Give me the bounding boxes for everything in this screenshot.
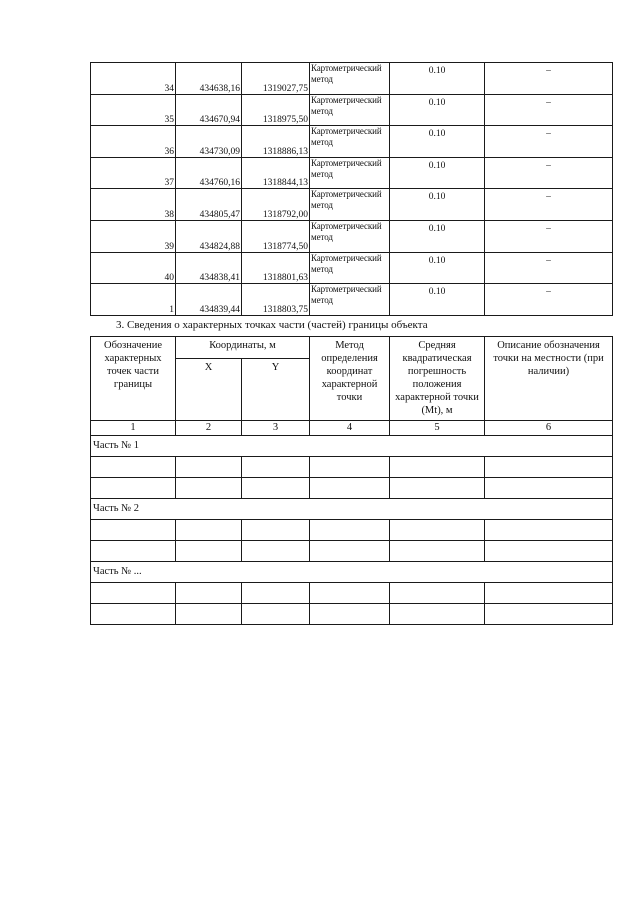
table-row xyxy=(91,478,613,499)
header-description: Описание обозначения точки на местности (при наличии) xyxy=(485,337,613,421)
description-cell: – xyxy=(485,63,613,95)
precision-cell: 0.10 xyxy=(390,220,485,252)
column-number: 3 xyxy=(242,421,310,436)
point-number-cell: 35 xyxy=(91,94,176,126)
y-coordinate-cell: 1318803,75 xyxy=(242,284,310,316)
point-number-cell: 37 xyxy=(91,157,176,189)
point-number-cell: 1 xyxy=(91,284,176,316)
point-number-cell: 34 xyxy=(91,63,176,95)
column-number: 2 xyxy=(176,421,242,436)
point-number-cell: 39 xyxy=(91,220,176,252)
y-coordinate-cell: 1318801,63 xyxy=(242,252,310,284)
point-number-cell: 36 xyxy=(91,126,176,158)
x-coordinate-cell: 434805,47 xyxy=(176,189,242,221)
point-number-cell: 38 xyxy=(91,189,176,221)
parts-table xyxy=(90,336,613,625)
description-cell: – xyxy=(485,220,613,252)
method-cell: Картометрический метод xyxy=(310,94,390,126)
y-coordinate-cell: 1318792,00 xyxy=(242,189,310,221)
part-label: Часть № 2 xyxy=(91,499,613,520)
table-row xyxy=(91,94,613,126)
description-cell: – xyxy=(485,252,613,284)
precision-cell: 0.10 xyxy=(390,63,485,95)
precision-cell: 0.10 xyxy=(390,94,485,126)
table-row xyxy=(91,604,613,625)
header-precision: Средняя квадратическая погрешность положения характерной точки (Mt), м xyxy=(390,337,485,421)
x-coordinate-cell: 434638,16 xyxy=(176,63,242,95)
column-number: 5 xyxy=(390,421,485,436)
column-number: 1 xyxy=(91,421,176,436)
table-row xyxy=(91,541,613,562)
header-designation: Обозначение характерных точек части границы xyxy=(91,337,176,421)
table-row xyxy=(91,284,613,316)
table-row xyxy=(91,189,613,221)
y-coordinate-cell: 1319027,75 xyxy=(242,63,310,95)
header-method: Метод определения координат характерной точки xyxy=(310,337,390,421)
header-coordinates: Координаты, м xyxy=(176,337,310,359)
precision-cell: 0.10 xyxy=(390,157,485,189)
y-coordinate-cell: 1318886,13 xyxy=(242,126,310,158)
method-cell: Картометрический метод xyxy=(310,126,390,158)
table-row xyxy=(91,63,613,95)
table-row xyxy=(91,126,613,158)
table-row xyxy=(91,252,613,284)
x-coordinate-cell: 434838,41 xyxy=(176,252,242,284)
precision-cell: 0.10 xyxy=(390,189,485,221)
table-row xyxy=(91,157,613,189)
header-x: X xyxy=(176,359,242,421)
method-cell: Картометрический метод xyxy=(310,157,390,189)
column-number: 4 xyxy=(310,421,390,436)
precision-cell: 0.10 xyxy=(390,284,485,316)
point-number-cell: 40 xyxy=(91,252,176,284)
table-row xyxy=(91,583,613,604)
x-coordinate-cell: 434824,88 xyxy=(176,220,242,252)
description-cell: – xyxy=(485,94,613,126)
method-cell: Картометрический метод xyxy=(310,220,390,252)
method-cell: Картометрический метод xyxy=(310,189,390,221)
method-cell: Картометрический метод xyxy=(310,252,390,284)
description-cell: – xyxy=(485,157,613,189)
x-coordinate-cell: 434839,44 xyxy=(176,284,242,316)
x-coordinate-cell: 434730,09 xyxy=(176,126,242,158)
table-row xyxy=(91,220,613,252)
precision-cell: 0.10 xyxy=(390,126,485,158)
method-cell: Картометрический метод xyxy=(310,284,390,316)
description-cell: – xyxy=(485,284,613,316)
table-row xyxy=(91,520,613,541)
column-number: 6 xyxy=(485,421,613,436)
table-row xyxy=(91,457,613,478)
precision-cell: 0.10 xyxy=(390,252,485,284)
x-coordinate-cell: 434760,16 xyxy=(176,157,242,189)
method-cell: Картометрический метод xyxy=(310,63,390,95)
y-coordinate-cell: 1318844,13 xyxy=(242,157,310,189)
y-coordinate-cell: 1318774,50 xyxy=(242,220,310,252)
header-y: Y xyxy=(242,359,310,421)
part-label: Часть № ... xyxy=(91,562,613,583)
description-cell: – xyxy=(485,189,613,221)
points-table xyxy=(90,62,613,316)
x-coordinate-cell: 434670,94 xyxy=(176,94,242,126)
section-3-title: 3. Сведения о характерных точках части (частей) границы объекта xyxy=(116,319,428,331)
part-label: Часть № 1 xyxy=(91,436,613,457)
y-coordinate-cell: 1318975,50 xyxy=(242,94,310,126)
description-cell: – xyxy=(485,126,613,158)
